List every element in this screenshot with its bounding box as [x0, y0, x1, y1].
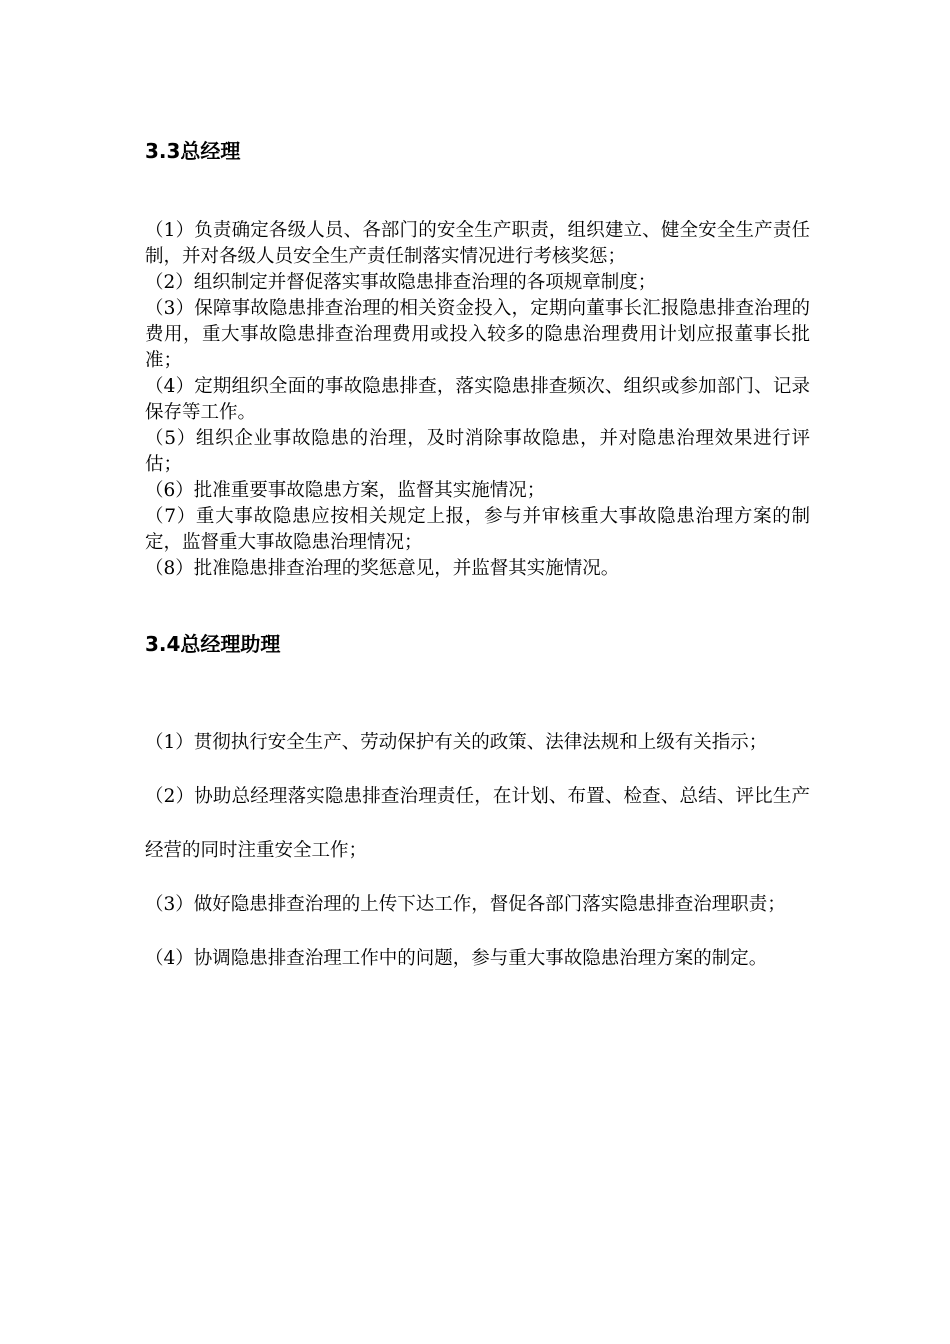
list-item: （1）贯彻执行安全生产、劳动保护有关的政策、法律法规和上级有关指示；: [145, 732, 768, 753]
list-item: （6）批准重要事故隐患方案，监督其实施情况；: [145, 480, 546, 501]
section-heading-3-3: 3.3总经理: [145, 139, 241, 163]
list-item: （2）协助总经理落实隐患排查治理责任，在计划、布置、检查、总结、评比生产经营的同时注重安全工作；: [145, 786, 810, 861]
list-item: （3）做好隐患排查治理的上传下达工作，督促各部门落实隐患排查治理职责；: [145, 894, 786, 915]
list-item: （3）保障事故隐患排查治理的相关资金投入，定期向董事长汇报隐患排查治理的费用，重大事故隐患排查治理费用或投入较多的隐患治理费用计划应报董事长批准；: [145, 298, 810, 371]
list-item: （8）批准隐患排查治理的奖惩意见，并监督其实施情况。: [145, 558, 620, 579]
list-item: （7）重大事故隐患应按相关规定上报，参与并审核重大事故隐患治理方案的制定，监督重大事故隐患治理情况；: [145, 506, 810, 553]
list-item: （4）定期组织全面的事故隐患排查，落实隐患排查频次、组织或参加部门、记录保存等工作。: [145, 376, 810, 423]
assistant-manager-duties-list: [145, 716, 810, 986]
list-item: （4）协调隐患排查治理工作中的问题，参与重大事故隐患治理方案的制定。: [145, 948, 768, 969]
general-manager-duties-list: [145, 218, 810, 582]
section-heading-3-4: 3.4总经理助理: [145, 632, 281, 656]
list-item: （2）组织制定并督促落实事故隐患排查治理的各项规章制度；: [145, 272, 657, 293]
list-item: （5）组织企业事故隐患的治理，及时消除事故隐患，并对隐患治理效果进行评估；: [145, 428, 810, 475]
list-item: （1）负责确定各级人员、各部门的安全生产职责，组织建立、健全安全生产责任制，并对各级人员安全生产责任制落实情况进行考核奖惩；: [145, 220, 810, 267]
